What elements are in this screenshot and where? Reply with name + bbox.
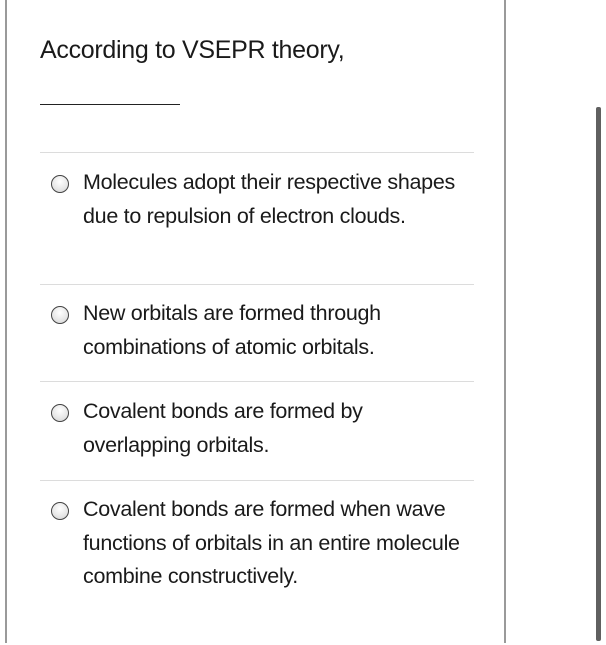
answer-option-label[interactable]: Covalent bonds are formed when wave functions of orbitals in an entire molecule combine constructively. (83, 497, 460, 588)
question-prompt: According to VSEPR theory, (40, 36, 345, 64)
answer-option-label[interactable]: Molecules adopt their respective shapes due to repulsion of electron clouds. (83, 170, 455, 228)
answer-blank (40, 104, 180, 105)
divider (40, 152, 474, 153)
divider (40, 284, 474, 285)
radio-button-icon[interactable] (51, 404, 69, 422)
radio-button-icon[interactable] (51, 175, 69, 193)
vertical-scrollbar[interactable] (596, 107, 601, 641)
divider (40, 480, 474, 481)
answer-option-label[interactable]: Covalent bonds are formed by overlapping orbitals. (83, 399, 363, 457)
radio-button-icon[interactable] (51, 502, 69, 520)
divider (40, 381, 474, 382)
radio-button-icon[interactable] (51, 306, 69, 324)
answer-option-label[interactable]: New orbitals are formed through combinations of atomic orbitals. (83, 301, 381, 359)
